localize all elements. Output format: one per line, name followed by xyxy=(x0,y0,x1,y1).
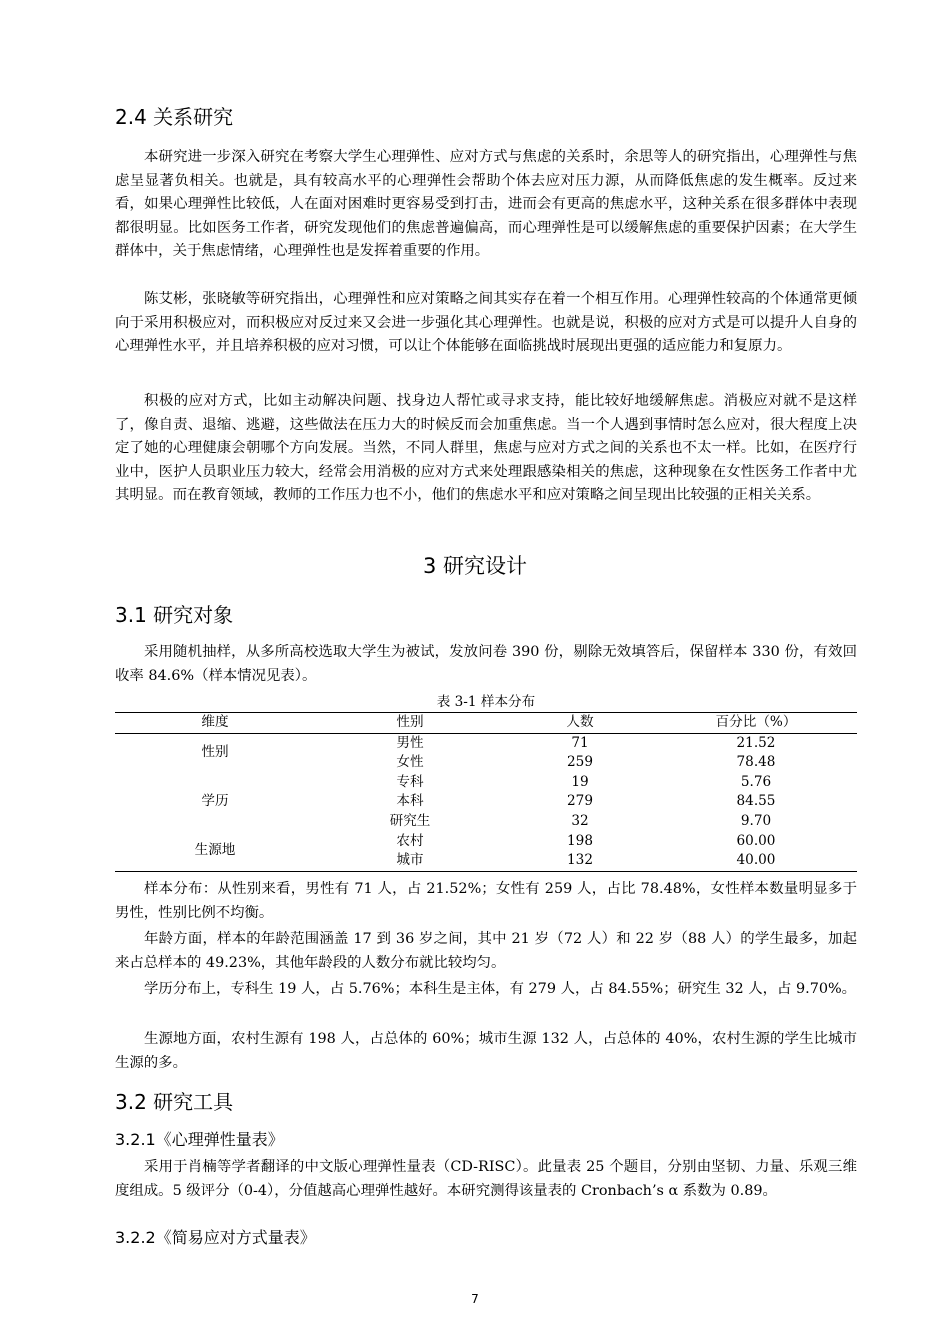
table-cell: 78.48 xyxy=(736,754,776,771)
table-row xyxy=(115,832,857,852)
subsection-heading-3-2-1: 3.2.1《心理弹性量表》 xyxy=(115,1130,284,1149)
table-cell: 9.70 xyxy=(740,812,772,829)
section-heading-3-1: 3.1 研究对象 xyxy=(115,603,234,627)
chapter-heading-3: 3 研究设计 xyxy=(422,554,528,578)
section-heading-2-4: 2.4 关系研究 xyxy=(115,105,234,129)
table-cell: 专科 xyxy=(396,773,424,790)
section-heading-3-2: 3.2 研究工具 xyxy=(115,1090,234,1114)
paragraph: 采用随机抽样，从多所高校选取大学生为被试，发放问卷 390 份，剔除无效填答后，保留样本 330 份，有效回收率 84.6%（样本情况见表）。 xyxy=(115,644,857,684)
paragraph: 采用于肖楠等学者翻译的中文版心理弹性量表（CD-RISC）。此量表 25 个题目，分别由坚韧、力量、乐观三维度组成。5 级评分（0-4），分值越高心理弹性越好。本研究测得该量表的 Cronbach’s α 系数为 0.89。 xyxy=(115,1159,857,1199)
subsection-heading-3-2-2: 3.2.2《简易应对方式量表》 xyxy=(115,1228,316,1247)
table-row xyxy=(115,773,857,793)
paragraph: 陈艾彬，张晓敏等研究指出，心理弹性和应对策略之间其实存在着一个相互作用。心理弹性较高的个体通常更倾向于采用积极应对，而积极应对反过来又会进一步强化其心理弹性。也就是说，积极的应对方式是可以提升人自身的心理弹性水平，并且培养积极的应对习惯，可以让个体能够在面临挑战时展现出更强的适应能力和复原力。 xyxy=(115,291,857,355)
table-cell: 女性 xyxy=(396,754,424,771)
table-header-cell: 性别 xyxy=(396,714,424,730)
paragraph: 学历分布上，专科生 19 人，占 5.76%；本科生是主体，有 279 人，占 84.55%；研究生 32 人，占 9.70%。 xyxy=(144,981,857,997)
table-header-cell: 维度 xyxy=(201,714,229,730)
table-cell: 本科 xyxy=(396,793,424,810)
table-cell: 84.55 xyxy=(736,793,776,810)
table-cell-dimension: 生源地 xyxy=(194,842,236,859)
table-cell: 城市 xyxy=(396,852,424,869)
paragraph: 本研究进一步深入研究在考察大学生心理弹性、应对方式与焦虑的关系时，余思等人的研究指出，心理弹性与焦虑呈显著负相关。也就是，具有较高水平的心理弹性会帮助个体去应对压力源，从而降低焦虑的发生概率。反过来看，如果心理弹性比较低，人在面对困难时更容易受到打击，进而会有更高的焦虑水平，这种关系在很多群体中表现都很明显。比如医务工作者，研究发现他们的焦虑普遍偏高，而心理弹性是可以缓解焦虑的重要保护因素；在大学生群体中，关于焦虑情绪，心理弹性也是发挥着重要的作用。 xyxy=(115,149,857,260)
paragraph: 生源地方面，农村生源有 198 人，占总体的 60%；城市生源 132 人，占总体的 40%，农村生源的学生比城市生源的多。 xyxy=(115,1031,857,1071)
table-cell: 40.00 xyxy=(736,852,776,869)
paragraph: 年龄方面，样本的年龄范围涵盖 17 到 36 岁之间，其中 21 岁（72 人）和 22 岁（88 人）的学生最多，加起来占总样本的 49.23%，其他年龄段的人数分布就比较均匀。 xyxy=(115,931,857,971)
table-cell: 19 xyxy=(571,773,589,790)
table-caption: 表 3-1 样本分布 xyxy=(436,694,536,710)
table-cell: 研究生 xyxy=(389,812,431,829)
table-cell: 259 xyxy=(567,754,593,771)
paragraph: 积极的应对方式，比如主动解决问题、找身边人帮忙或寻求支持，能比较好地缓解焦虑。消极应对就不是这样了，像自责、退缩、逃避，这些做法在压力大的时候反而会加重焦虑。当一个人遇到事情时怎么应对，很大程度上决定了她的心理健康会朝哪个方向发展。当然，不同人群里，焦虑与应对方式之间的关系也不太一样。比如，在医疗行业中，医护人员职业压力较大，经常会用消极的应对方式来处理跟感染相关的焦虑，这种现象在女性医务工作者中尤其明显。而在教育领域，教师的工作压力也不小，他们的焦虑水平和应对策略之间呈现出比较强的正相关关系。 xyxy=(115,393,857,504)
table-cell: 132 xyxy=(567,852,593,869)
paragraph: 样本分布：从性别来看，男性有 71 人，占 21.52%；女性有 259 人，占比 78.48%，女性样本数量明显多于男性，性别比例不均衡。 xyxy=(115,881,857,921)
table-cell: 60.00 xyxy=(736,832,776,849)
page-number: 7 xyxy=(471,1292,479,1306)
table-cell: 5.76 xyxy=(740,773,772,790)
table-cell: 21.52 xyxy=(736,734,776,751)
table-cell: 32 xyxy=(571,812,589,829)
table-header-cell: 百分比（%） xyxy=(715,714,797,730)
table-header-row xyxy=(115,713,857,734)
table-row xyxy=(115,733,857,753)
table-cell-dimension: 性别 xyxy=(201,744,229,761)
table-header-cell: 人数 xyxy=(566,714,594,730)
table-cell-dimension: 学历 xyxy=(201,793,229,810)
table-cell: 71 xyxy=(571,734,589,751)
table-cell: 农村 xyxy=(396,832,424,849)
table-cell: 198 xyxy=(567,832,593,849)
sample-distribution-table xyxy=(115,712,857,872)
table-cell: 男性 xyxy=(396,734,424,751)
table-cell: 279 xyxy=(567,793,593,810)
